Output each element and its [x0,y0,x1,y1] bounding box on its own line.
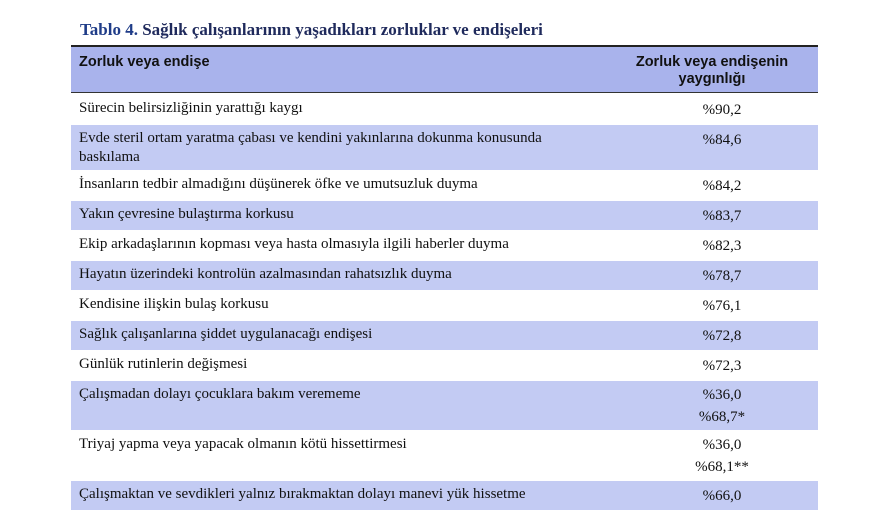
prevalence-value: %90,2 [702,102,742,118]
prevalence-cell [606,231,818,261]
prevalence-cell [606,93,818,125]
prevalence-value: %36,0 [702,387,742,403]
prevalence-cell [606,481,818,510]
table-row [71,381,818,431]
table-row [71,125,818,171]
prevalence-value: %76,1 [702,298,742,314]
table-row [71,291,818,321]
table-caption-label: Tablo 4. [80,20,138,39]
prevalence-cell [606,171,818,201]
prevalence-value: %36,0 [702,437,742,453]
prevalence-value: %78,7 [702,268,742,284]
header-prevalence [606,46,818,93]
header-prevalence-line2: yaygınlığı [678,71,746,87]
difficulty-cell: İnsanların tedbir almadığını düşünerek öfke ve umutsuzluk duyma [71,171,606,201]
difficulty-cell: Çalışmadan dolayı çocuklara bakım verememe [71,381,606,431]
prevalence-value: %72,8 [702,328,742,344]
prevalence-cell [606,261,818,291]
table-row [71,201,818,231]
header-row [71,46,818,93]
difficulty-cell: Ekip arkadaşlarının kopması veya hasta olmasıyla ilgili haberler duyma [71,231,606,261]
table-row [71,231,818,261]
prevalence-cell [606,381,818,431]
table-caption-text: Sağlık çalışanlarının yaşadıkları zorluklar ve endişeleri [137,20,543,39]
prevalence-value: %68,1** [695,459,749,475]
table-row [71,351,818,381]
header-difficulty: Zorluk veya endişe [71,46,606,93]
difficulties-table [71,45,818,510]
difficulty-cell: Yakın çevresine bulaştırma korkusu [71,201,606,231]
difficulty-cell: Evde steril ortam yaratma çabası ve kendini yakınlarına dokunma konusunda baskılama [71,125,606,171]
difficulty-cell: Sürecin belirsizliğinin yarattığı kaygı [71,93,606,125]
table-row [71,431,818,481]
difficulty-cell: Triyaj yapma veya yapacak olmanın kötü hissettirmesi [71,431,606,481]
table-header [71,46,818,93]
prevalence-cell [606,201,818,231]
table-caption [80,20,543,40]
prevalence-value: %68,7* [698,409,746,425]
difficulty-cell: Hayatın üzerindeki kontrolün azalmasından rahatsızlık duyma [71,261,606,291]
prevalence-value: %84,2 [702,178,742,194]
table-row [71,481,818,510]
prevalence-value: %82,3 [702,238,742,254]
prevalence-cell [606,431,818,481]
difficulty-cell: Günlük rutinlerin değişmesi [71,351,606,381]
table-row [71,171,818,201]
prevalence-value: %83,7 [702,208,742,224]
prevalence-value: %84,6 [702,132,742,148]
table-row [71,261,818,291]
difficulty-cell: Çalışmaktan ve sevdikleri yalnız bırakmaktan dolayı manevi yük hissetme [71,481,606,510]
table-row [71,321,818,351]
header-prevalence-line1: Zorluk veya endişenin [635,54,789,70]
table-row [71,93,818,125]
prevalence-cell [606,351,818,381]
prevalence-cell [606,125,818,171]
difficulty-cell: Kendisine ilişkin bulaş korkusu [71,291,606,321]
table-body [71,93,818,510]
prevalence-cell [606,291,818,321]
prevalence-value: %66,0 [702,488,742,504]
prevalence-cell [606,321,818,351]
prevalence-value: %72,3 [702,358,742,374]
difficulty-cell: Sağlık çalışanlarına şiddet uygulanacağı endişesi [71,321,606,351]
